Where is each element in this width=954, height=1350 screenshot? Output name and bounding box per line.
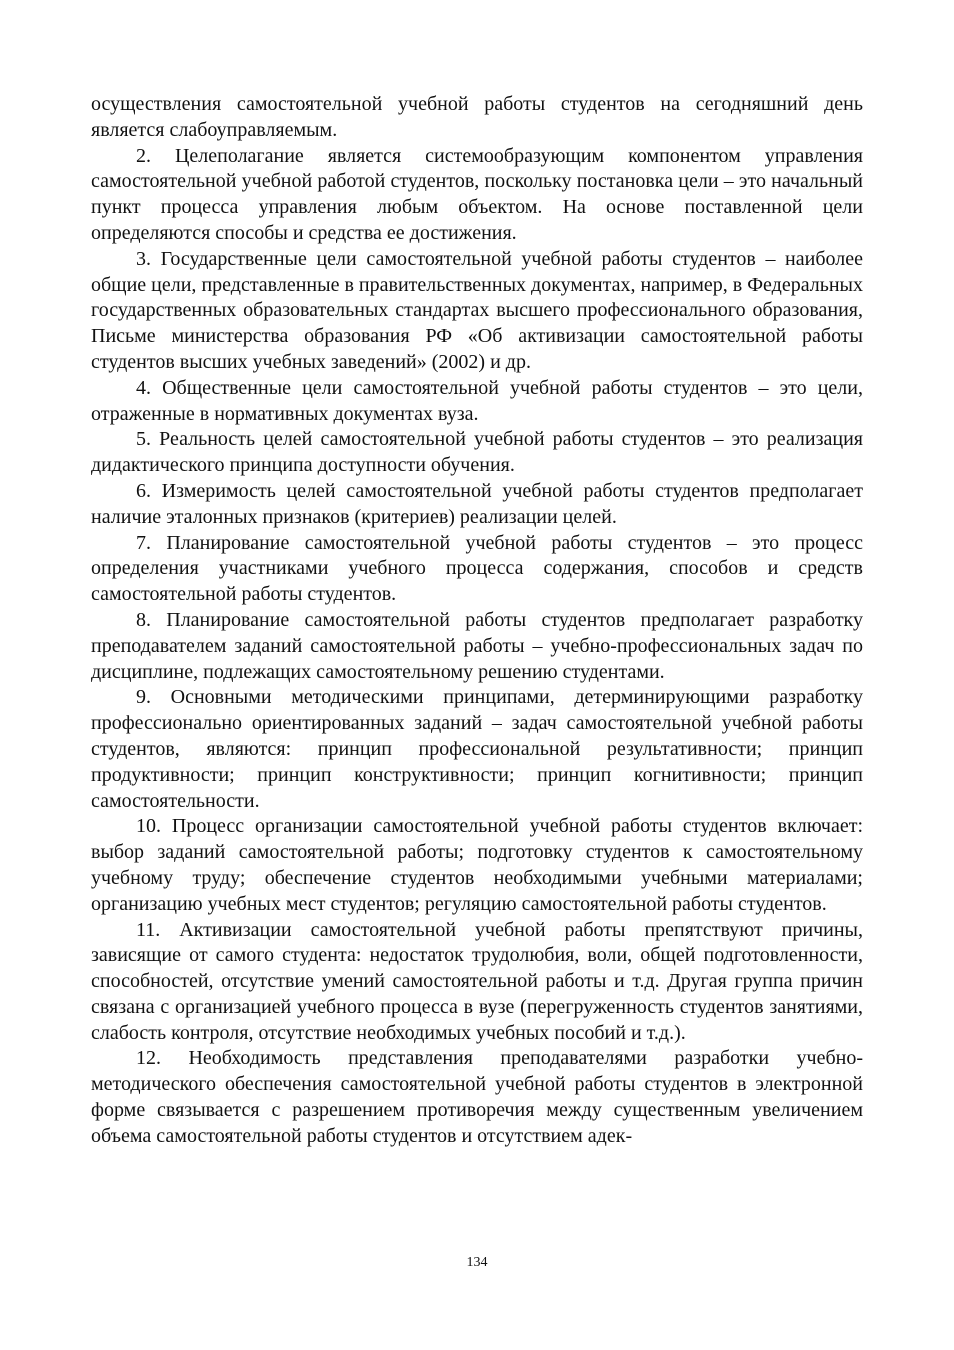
paragraph-5: 5. Реальность целей самостоятельной учебной работы студентов – это реализация дидактического принципа доступности обучения. bbox=[91, 428, 863, 477]
page-body bbox=[91, 92, 863, 1150]
paragraph-continuation: осуществления самостоятельной учебной работы студентов на сегодняшний день является слабоуправляемым. bbox=[91, 93, 863, 141]
paragraph-6: 6. Измеримость целей самостоятельной учебной работы студентов предполагает наличие эталонных признаков (критериев) реализации целей. bbox=[91, 479, 863, 528]
paragraph-4: 4. Общественные цели самостоятельной учебной работы студентов – это цели, отраженные в нормативных документах вуза. bbox=[91, 376, 863, 425]
paragraph-12: 12. Необходимость представления преподавателями разработки учебно-методического обеспечения самостоятельной учебной работы студентов в электронной форме связывается с разрешением противоречия между существенным увеличением объема самостоятельной работы студентов и отсутствием адек- bbox=[91, 1047, 863, 1147]
paragraph-3: 3. Государственные цели самостоятельной учебной работы студентов – наиболее общие цели, представленные в правительственных документах, например, в Федеральных государственных образовательных стандартах высшего профессионального образования, Письме министерства образования РФ «Об активизации самостоятельной работы студентов высших учебных заведений» (2002) и др. bbox=[91, 247, 863, 373]
paragraph-9: 9. Основными методическими принципами, детерминирующими разработку профессионально ориентированных заданий – задач самостоятельной учебной работы студентов, являются: принцип профессиональной результативности; принцип продуктивности; принцип конструктивности; принцип когнитивности; принцип самостоятельности. bbox=[91, 686, 863, 812]
page-number: 134 bbox=[466, 1255, 488, 1270]
paragraph-7: 7. Планирование самостоятельной учебной работы студентов – это процесс определения участниками учебного процесса содержания, способов и средств самостоятельной работы студентов. bbox=[91, 531, 863, 606]
paragraph-8: 8. Планирование самостоятельной работы студентов предполагает разработку преподавателем заданий самостоятельной работы – учебно-профессиональных задач по дисциплине, подлежащих самостоятельному решению студентами. bbox=[91, 608, 863, 683]
paragraph-10: 10. Процесс организации самостоятельной учебной работы студентов включает: выбор заданий самостоятельной работы; подготовку студентов к самостоятельному учебному труду; обеспечение студентов необходимыми учебными материалами; организацию учебных мест студентов; регуляцию самостоятельной работы студентов. bbox=[91, 815, 863, 915]
paragraph-2: 2. Целеполагание является системообразующим компонентом управления самостоятельной учебной работой студентов, поскольку постановка цели – это начальный пункт процесса управления любым объектом. На основе поставленной цели определяются способы и средства ее достижения. bbox=[91, 144, 863, 244]
paragraph-11: 11. Активизации самостоятельной учебной работы препятствуют причины, зависящие от самого студента: недостаток трудолюбия, воли, общей подготовленности, способностей, отсутствие умений самостоятельной работы и т.д. Другая группа причин связана с организацией учебного процесса в вузе (перегруженность студентов занятиями, слабость контроля, отсутствие необходимых учебных пособий и т.д.). bbox=[91, 918, 863, 1044]
